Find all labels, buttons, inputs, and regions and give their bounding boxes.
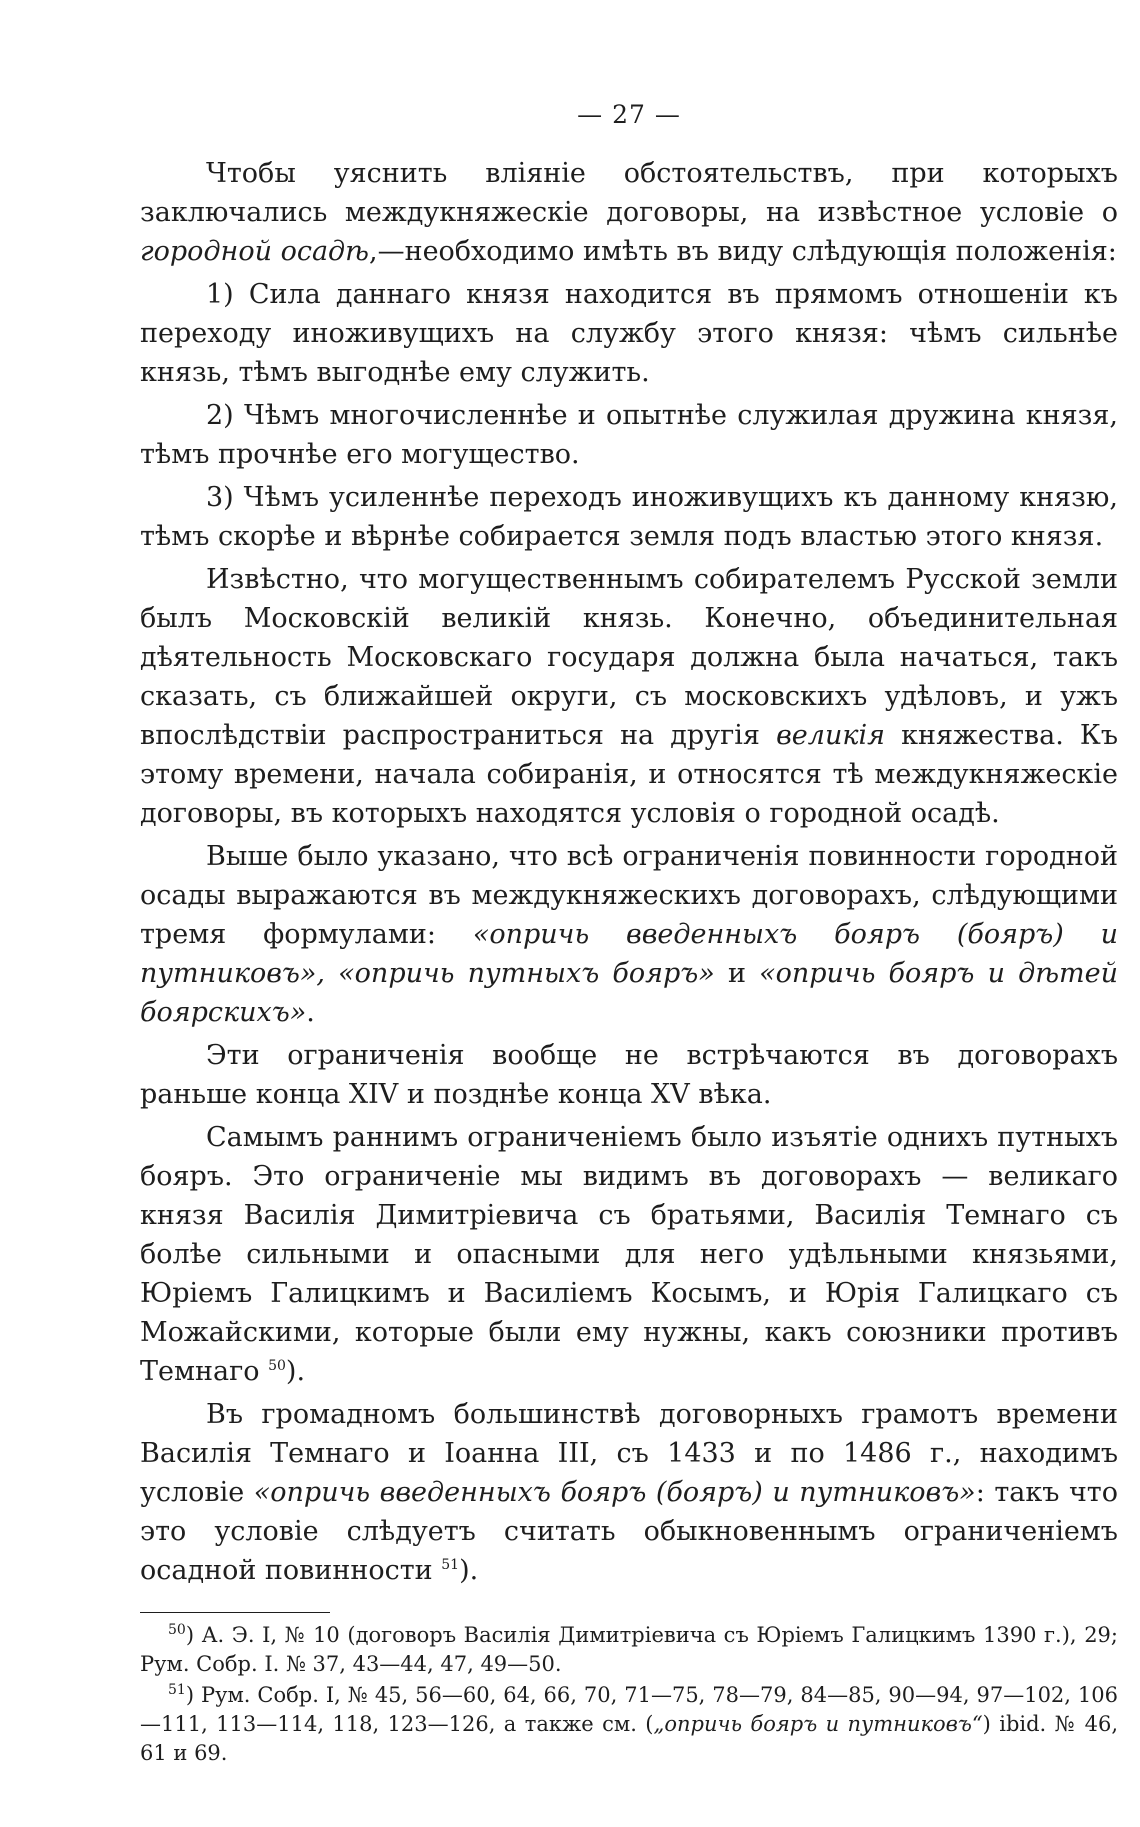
- paragraph-text: : такъ что это условіе слѣдуетъ считать обыкновеннымъ ограниченіемъ осадной повинности: [140, 1477, 1118, 1586]
- footnote-50: [140, 1621, 1118, 1679]
- italic-formula: «опричь введенныхъ бояръ (бояръ) и путниковъ», «опричь путныхъ бояръ»: [140, 919, 1118, 989]
- paragraph-text: Эти ограниченія вообще не встрѣчаются въ договорахъ раньше конца XIV и позднѣе конца XV вѣка.: [140, 1040, 1118, 1110]
- paragraph-text: Извѣстно, что могущественнымъ собирателемъ Русской земли былъ Московскій великій князь. Конечно, объединительная дѣятельность Московскаго государя должна была начаться, такъ сказать, съ ближайшей округи, съ московскихъ удѣловъ, и ужъ впослѣдствіи распространиться на другія: [140, 564, 1118, 751]
- footnote-51: [140, 1681, 1118, 1768]
- paragraph-text: 2) Чѣмъ многочисленнѣе и опытнѣе служилая дружина князя, тѣмъ прочнѣе его могущество.: [140, 400, 1118, 470]
- body-text: [140, 154, 1118, 1590]
- paragraph-8: [140, 1118, 1118, 1391]
- paragraph-4: [140, 478, 1118, 556]
- paragraph-text: ).: [285, 1356, 306, 1387]
- paragraph-text: Самымъ раннимъ ограниченіемъ было изъятіе однихъ путныхъ бояръ. Это ограниченіе мы видимъ въ договорахъ — великаго князя Василія Димитріевича съ братьями, Василія Темнаго съ болѣе сильными и опасными для него удѣльными князьями, Юріемъ Галицкимъ и Василіемъ Косымъ, и Юрія Галицкаго съ Можайскими, которые были ему нужны, какъ союзники противъ Темнаго: [140, 1122, 1118, 1387]
- footnote-number: 50: [168, 1622, 186, 1638]
- paragraph-text: ,—необходимо имѣть въ виду слѣдующія положенія:: [368, 236, 1117, 267]
- footnote-text: ) Рум. Собр. I, № 45, 56—60, 64, 66, 70, 71—75, 78—79, 84—85, 90—94, 97—102, 106—111, 113—114, 118, 123—126, а также см. (: [140, 1683, 1118, 1736]
- paragraph-text: Выше было указано, что всѣ ограниченія повинности городной осады выражаются въ междукняжескихъ договорахъ, слѣдующими тремя формулами:: [140, 841, 1118, 950]
- paragraph-7: [140, 1036, 1118, 1114]
- paragraph-1: [140, 154, 1118, 271]
- footnote-reference: 50: [268, 1358, 286, 1374]
- italic-term: великія: [776, 720, 885, 751]
- footnote-text: ) ibid. № 46, 61 и 69.: [140, 1712, 1119, 1765]
- paragraph-text: .: [306, 997, 315, 1028]
- italic-formula: „опричь бояръ и путниковъ“: [653, 1712, 983, 1736]
- footnote-reference: 51: [441, 1557, 460, 1573]
- paragraph-text: ).: [459, 1555, 479, 1586]
- paragraph-text: 3) Чѣмъ усиленнѣе переходъ иноживущихъ къ данному князю, тѣмъ скорѣе и вѣрнѣе собирается земля подъ властью этого князя.: [140, 482, 1118, 552]
- paragraph-3: [140, 396, 1118, 474]
- paragraph-text: Чтобы уяснить вліяніе обстоятельствъ, при которыхъ заключались междукняжескіе договоры, на извѣстное условіе о: [140, 158, 1118, 228]
- paragraph-6: [140, 837, 1118, 1032]
- paragraph-text: княжества. Къ этому времени, начала собиранія, и относятся тѣ междукняжескіе договоры, въ которыхъ находятся условія о городной осадѣ.: [140, 720, 1119, 829]
- book-page: [140, 100, 1118, 1770]
- paragraph-2: [140, 275, 1118, 392]
- page-number: — 27 —: [577, 100, 681, 129]
- paragraph-9: [140, 1395, 1118, 1590]
- paragraph-text: и: [714, 958, 760, 989]
- footnote-divider: [140, 1612, 330, 1613]
- paragraph-text: Въ громадномъ большинствѣ договорныхъ грамотъ времени Василія Темнаго и Іоанна III, съ 1433 и по 1486 г., находимъ условіе: [140, 1399, 1118, 1508]
- italic-formula: «опричь бояръ и дѣтей боярскихъ»: [140, 958, 1118, 1028]
- footnotes: [140, 1612, 1118, 1768]
- paragraph-5: [140, 560, 1118, 833]
- italic-term: городной осадѣ: [140, 236, 369, 267]
- footnote-text: ) А. Э. I, № 10 (договоръ Василія Димитріевича съ Юріемъ Галицкимъ 1390 г.), 29; Рум. Собр. I. № 37, 43—44, 47, 49—50.: [140, 1623, 1118, 1676]
- italic-formula: «опричь введенныхъ бояръ (бояръ) и путниковъ»: [253, 1477, 976, 1508]
- footnote-number: 51: [168, 1682, 186, 1698]
- paragraph-text: 1) Сила даннаго князя находится въ прямомъ отношеніи къ переходу иноживущихъ на службу этого князя: чѣмъ сильнѣе князь, тѣмъ выгоднѣе ему служить.: [140, 279, 1118, 388]
